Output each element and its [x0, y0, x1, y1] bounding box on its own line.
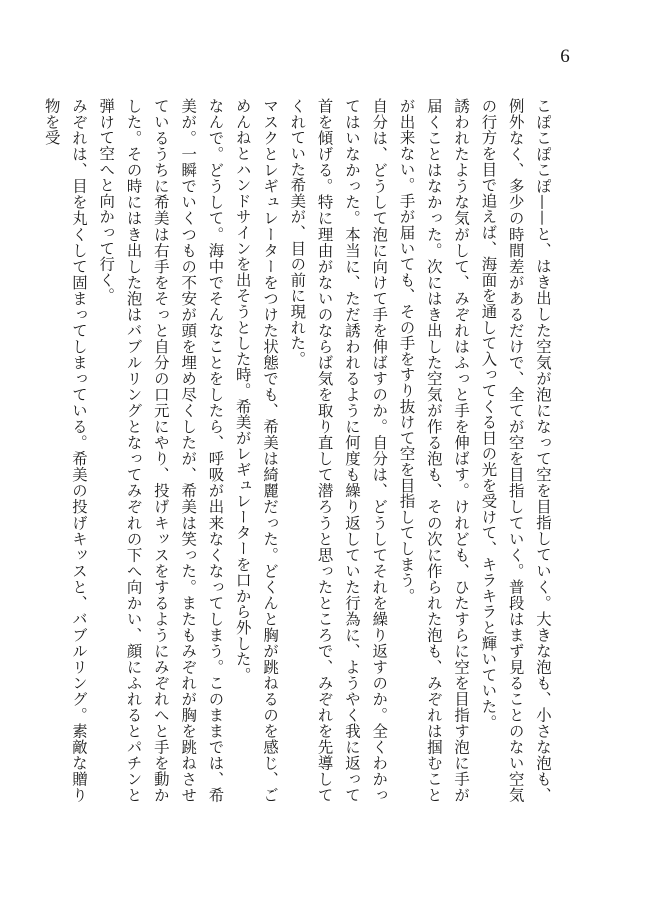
body-text — [42, 98, 556, 803]
paragraph: 自分は、どうして泡に向けて手を伸ばすのか。自分は、どうしてそれを繰り返すのか。全くわかってはいなかった。本当に、ただ誘われるように何度も繰り返していた行為に、ようやく我に返って首を傾げる。特に理由がないのならば気を取り直して潜ろうと思ったところで、みぞれを先導してくれていた希美が、目の前に現れた。 — [288, 98, 389, 803]
paragraph: こぽこぽこぽ——と、はき出した空気が泡になって空を目指していく。大きな泡も、小さな泡も、例外なく、多少の時間差があるだけで、全てが空を目指していく。普段はまず見ることのない空気の行方を目で追えば、海面を通して入ってくる日の光を受けて、キラキラと輝いていた。 — [479, 98, 552, 803]
page-number: 6 — [560, 46, 570, 67]
paragraph: なんで。どうして。海中でそんなことをしたら、呼吸が出来なくなってしまう。このままでは、希美が。一瞬でいくつもの不安が頭を埋め尽くしたが、希美は笑った。またもみぞれが胸を跳ねさせているうちに希美は右手をそっと自分の口元にやり、投げキッスをするようにみぞれへと手を動かした。その時にはき出した泡はバブルリングとなってみぞれの下へ向かい、顔にふれるとパチンと弾けて空へと向かって行く。 — [97, 98, 225, 803]
paragraph: マスクとレギュレーターをつけた状態でも、希美は綺麗だった。どくんと胸が跳ねるのを感じ、ごめんねとハンドサインを出そうとした時。希美がレギュレーターを口から外した。 — [233, 98, 280, 803]
paragraph: みぞれは、目を丸くして固まってしまっている。希美の投げキッスと、バブルリング。素敵な贈り物を受 — [42, 98, 88, 803]
paragraph: 誘われたような気がして、みぞれはふっと手を伸ばす。けれども、ひたすらに空を目指す泡に手が届くことはなかった。次にはき出した空気が作る泡も、その次に作られた泡も、みぞれは掴むことが出来ない。手が届いても、その手をすり抜けて空を目指してしまう。 — [397, 98, 471, 803]
